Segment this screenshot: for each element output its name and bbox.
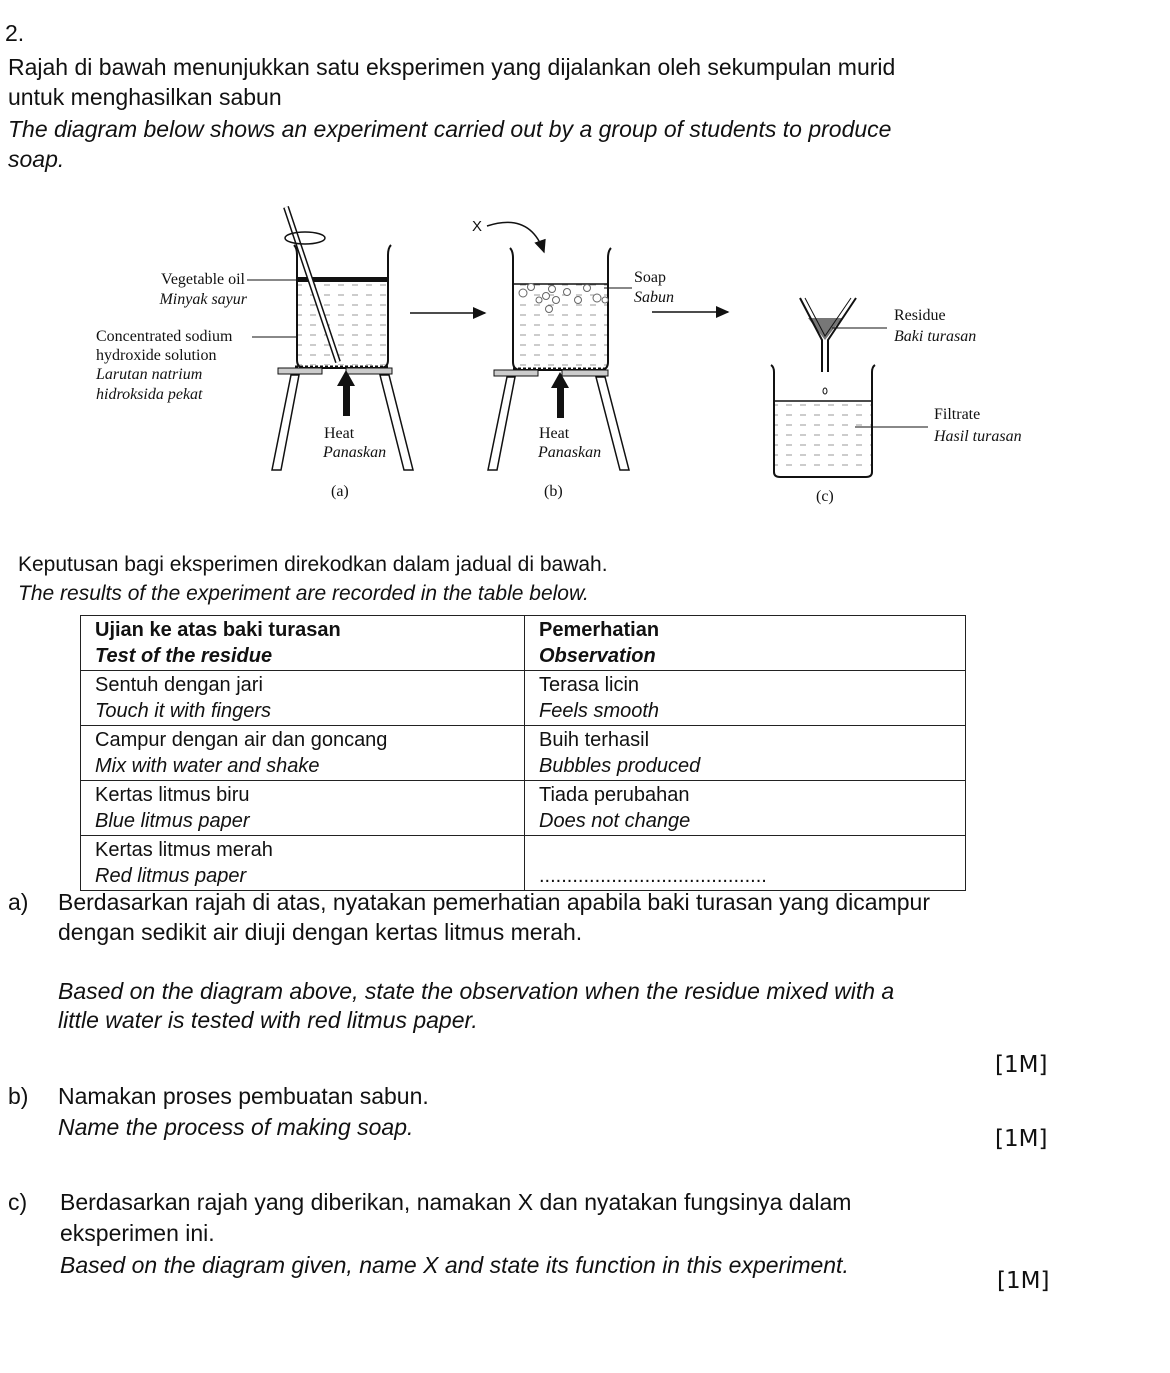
question-c-marks: [1M]: [997, 1268, 1050, 1294]
intro-en-line1: The diagram below shows an experiment carried out by a group of students to produce: [8, 116, 892, 142]
label-naoh-ms1: Larutan natrium: [96, 366, 203, 383]
intro-ms-line2: untuk menghasilkan sabun: [8, 84, 282, 110]
answer-blank[interactable]: .........................................: [539, 865, 767, 887]
question-a-ms1: Berdasarkan rajah di atas, nyatakan pemerhatian apabila baki turasan yang dicampur: [58, 889, 930, 915]
label-hasil-turasan: Hasil turasan: [934, 428, 1022, 445]
test-en: Red litmus paper: [95, 865, 247, 887]
obs-en: Feels smooth: [539, 700, 660, 722]
table-header-row: [81, 616, 966, 671]
question-c-ms2: eksperimen ini.: [60, 1220, 215, 1246]
question-c-label: c): [8, 1189, 28, 1215]
results-table: [80, 615, 966, 891]
test-ms: Campur dengan air dan goncang: [95, 729, 388, 751]
question-b-ms: Namakan proses pembuatan sabun.: [58, 1083, 429, 1109]
results-intro-ms: Keputusan bagi eksperimen direkodkan dalam jadual di bawah.: [18, 553, 608, 576]
filter-funnel: [800, 298, 856, 394]
question-a-marks: [1M]: [995, 1052, 1048, 1078]
intro-en-line2: soap.: [8, 146, 65, 172]
label-filtrate: Filtrate: [934, 406, 981, 423]
question-c-ms1: Berdasarkan rajah yang diberikan, namakan X dan nyatakan fungsinya dalam: [60, 1189, 852, 1215]
question-b-label: b): [8, 1083, 29, 1109]
x-pointer-arrow-icon: [487, 222, 544, 252]
question-b-marks: [1M]: [995, 1126, 1048, 1152]
table-row: [81, 836, 966, 891]
question-a-en1: Based on the diagram above, state the observation when the residue mixed with a: [58, 978, 895, 1004]
label-panaskan-b: Panaskan: [538, 444, 602, 461]
label-heat-a: Heat: [324, 425, 355, 442]
test-ms: Kertas litmus biru: [95, 784, 250, 806]
question-a-ms2: dengan sedikit air diuji dengan kertas litmus merah.: [58, 919, 583, 945]
table-row: [81, 726, 966, 781]
test-ms: Kertas litmus merah: [95, 839, 273, 861]
test-en: Mix with water and shake: [95, 755, 320, 777]
heat-arrow-b-icon: [551, 372, 569, 418]
results-intro-en: The results of the experiment are recorded in the table below.: [18, 582, 589, 605]
label-residue: Residue: [894, 307, 946, 324]
label-minyak-sayur: Minyak sayur: [159, 291, 247, 308]
obs-ms: Tiada perubahan: [539, 784, 690, 806]
test-ms: Sentuh dengan jari: [95, 674, 263, 696]
obs-en: Bubbles produced: [539, 755, 701, 777]
header-obs-ms: Pemerhatian: [539, 619, 660, 641]
intro-ms-line1: Rajah di bawah menunjukkan satu eksperimen yang dijalankan oleh sekumpulan murid: [8, 54, 896, 80]
question-a-en2: little water is tested with red litmus paper.: [58, 1007, 478, 1033]
beaker-b: [510, 248, 611, 370]
beaker-a: [285, 207, 391, 368]
label-vegetable-oil: Vegetable oil: [161, 271, 245, 288]
caption-c: (c): [816, 488, 834, 505]
question-number: 2.: [5, 20, 25, 46]
label-soap: Soap: [634, 269, 666, 286]
caption-b: (b): [544, 483, 563, 500]
label-sabun: Sabun: [634, 289, 674, 306]
obs-ms: Buih terhasil: [539, 729, 650, 751]
caption-a: (a): [331, 483, 349, 500]
test-en: Touch it with fingers: [95, 700, 272, 722]
heat-arrow-a-icon: [337, 370, 355, 416]
label-naoh-ms2: hidroksida pekat: [96, 386, 203, 403]
experiment-diagram: [0, 0, 1170, 520]
question-c-en: Based on the diagram given, name X and state its function in this experiment.: [60, 1252, 849, 1278]
question-a-label: a): [8, 889, 29, 915]
label-naoh-en2: hydroxide solution: [96, 347, 217, 364]
question-b-en: Name the process of making soap.: [58, 1114, 414, 1140]
label-baki-turasan: Baki turasan: [894, 328, 977, 345]
obs-en: Does not change: [539, 810, 691, 832]
label-x: X: [472, 218, 483, 235]
table-row: [81, 671, 966, 726]
beaker-c: [771, 365, 875, 477]
obs-ms: Terasa licin: [539, 674, 640, 696]
test-en: Blue litmus paper: [95, 810, 250, 832]
label-panaskan-a: Panaskan: [323, 444, 387, 461]
label-heat-b: Heat: [539, 425, 570, 442]
table-row: [81, 781, 966, 836]
header-test-en: Test of the residue: [95, 645, 273, 667]
label-naoh-en1: Concentrated sodium: [96, 328, 233, 345]
header-test-ms: Ujian ke atas baki turasan: [95, 619, 341, 641]
header-obs-en: Observation: [539, 645, 656, 667]
